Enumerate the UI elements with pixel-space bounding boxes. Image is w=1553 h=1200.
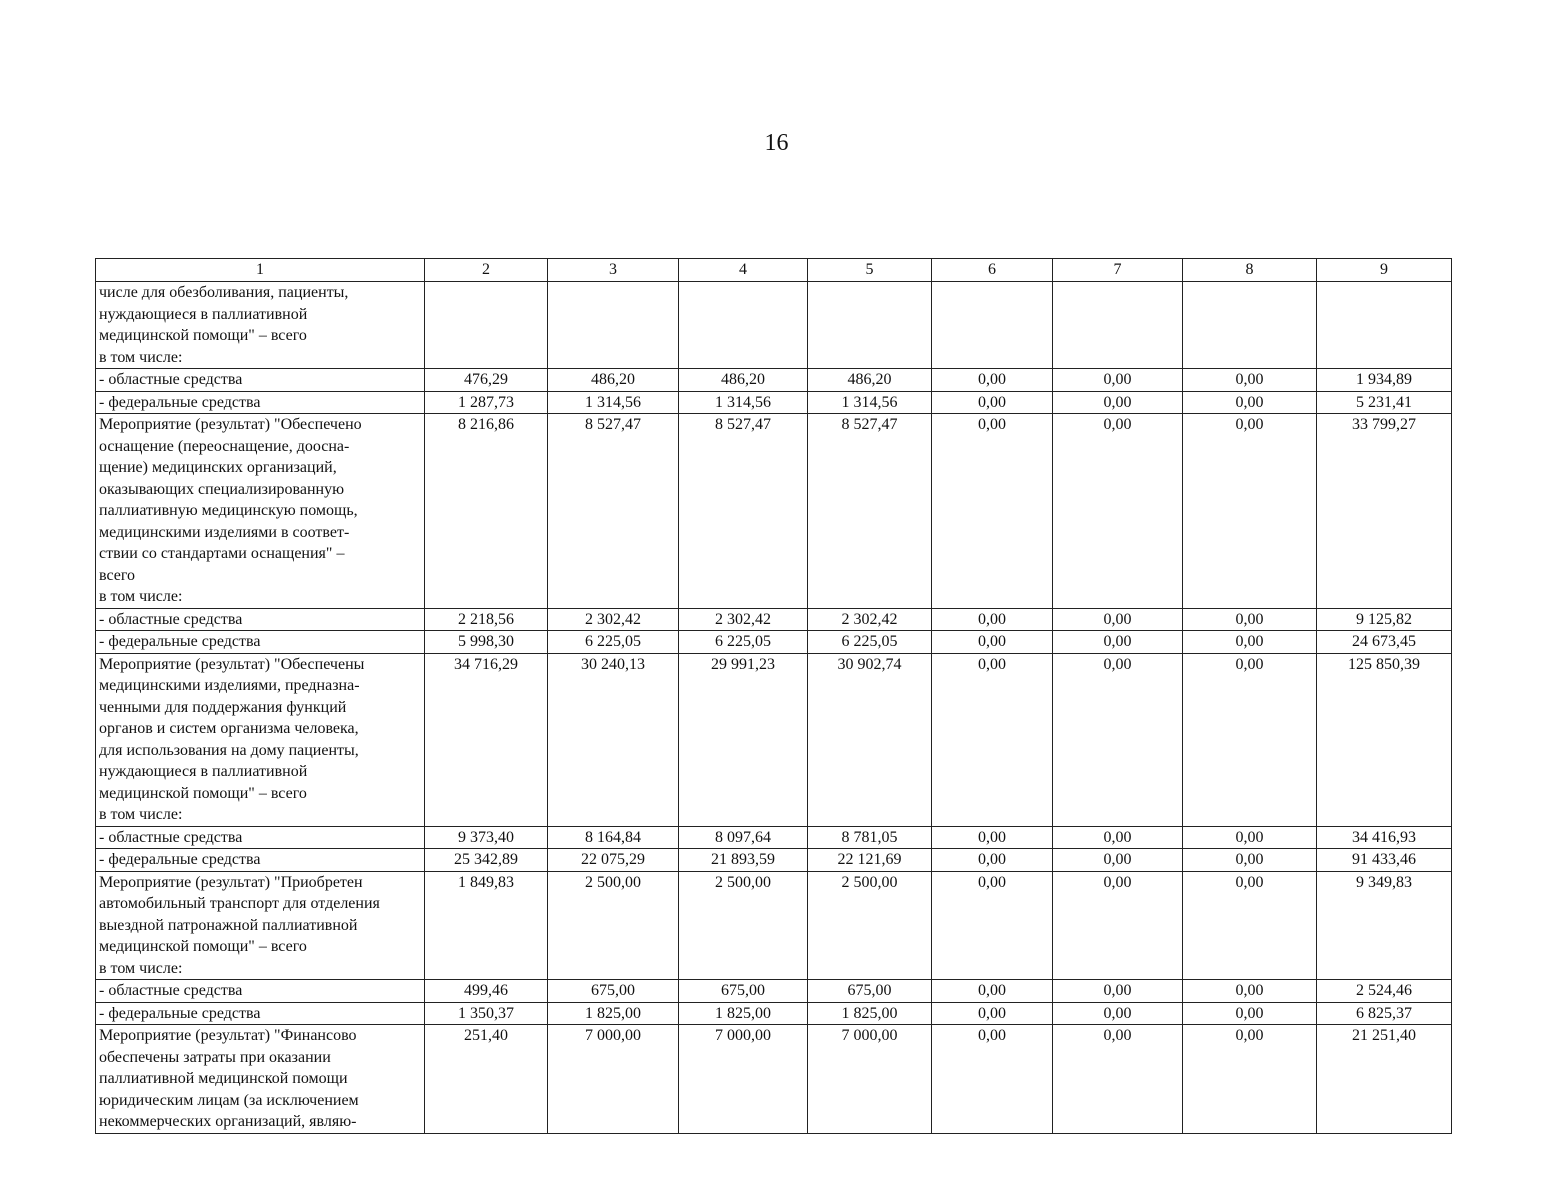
value-cell-col-5: 22 121,69 [808, 849, 932, 872]
value-cell-col-6: 0,00 [932, 391, 1053, 414]
value-cell-col-2: 8 216,86 [425, 414, 548, 609]
funding-source-label: - областные средства [96, 980, 425, 1003]
table-header-row [96, 259, 1452, 282]
value-cell-col-2: 9 373,40 [425, 826, 548, 849]
value-cell-col-5: 1 314,56 [808, 391, 932, 414]
value-cell-col-8: 0,00 [1183, 826, 1317, 849]
value-cell-col-3: 30 240,13 [548, 653, 679, 826]
value-cell-col-2: 1 350,37 [425, 1002, 548, 1025]
value-cell-col-6 [932, 282, 1053, 369]
value-cell-col-7: 0,00 [1053, 871, 1183, 980]
value-cell-col-7: 0,00 [1053, 1002, 1183, 1025]
value-cell-col-4: 1 314,56 [679, 391, 808, 414]
value-cell-col-4: 2 500,00 [679, 871, 808, 980]
value-cell-col-6: 0,00 [932, 1025, 1053, 1134]
column-header: 5 [808, 259, 932, 282]
measure-description: Мероприятие (результат) "Обеспечено оснащение (переоснащение, доосна- щение) медицинских организаций, оказывающих специализированную паллиативную медицинскую помощь, медицинскими изделиями в соответ- ствии со стандартами оснащения" – всего в том числе: [96, 414, 425, 609]
value-cell-col-5: 675,00 [808, 980, 932, 1003]
value-cell-col-6: 0,00 [932, 608, 1053, 631]
value-cell-col-3: 1 314,56 [548, 391, 679, 414]
value-cell-col-2: 34 716,29 [425, 653, 548, 826]
value-cell-col-3: 2 500,00 [548, 871, 679, 980]
value-cell-col-3: 486,20 [548, 369, 679, 392]
value-cell-col-4: 486,20 [679, 369, 808, 392]
measure-row [96, 1025, 1452, 1134]
value-cell-col-7: 0,00 [1053, 653, 1183, 826]
value-cell-col-4: 29 991,23 [679, 653, 808, 826]
value-cell-col-7: 0,00 [1053, 1025, 1183, 1134]
funding-source-row [96, 849, 1452, 872]
value-cell-col-2: 2 218,56 [425, 608, 548, 631]
value-cell-col-8: 0,00 [1183, 631, 1317, 654]
value-cell-col-4: 6 225,05 [679, 631, 808, 654]
value-cell-col-9: 9 349,83 [1317, 871, 1452, 980]
value-cell-col-5: 30 902,74 [808, 653, 932, 826]
value-cell-col-9: 1 934,89 [1317, 369, 1452, 392]
measure-row [96, 282, 1452, 369]
funding-source-row [96, 369, 1452, 392]
value-cell-col-2: 1 849,83 [425, 871, 548, 980]
column-header: 2 [425, 259, 548, 282]
value-cell-col-9: 5 231,41 [1317, 391, 1452, 414]
value-cell-col-5: 1 825,00 [808, 1002, 932, 1025]
value-cell-col-8: 0,00 [1183, 414, 1317, 609]
funding-source-row [96, 608, 1452, 631]
table-body [96, 259, 1452, 1134]
value-cell-col-3: 8 527,47 [548, 414, 679, 609]
value-cell-col-9: 33 799,27 [1317, 414, 1452, 609]
value-cell-col-7: 0,00 [1053, 414, 1183, 609]
value-cell-col-5: 2 500,00 [808, 871, 932, 980]
value-cell-col-3: 7 000,00 [548, 1025, 679, 1134]
measure-description: Мероприятие (результат) "Обеспечены медицинскими изделиями, предназна- ченными для поддержания функций органов и систем организма человека, для использования на дому пациенты, нуждающиеся в паллиативной медицинской помощи" – всего в том числе: [96, 653, 425, 826]
value-cell-col-8: 0,00 [1183, 980, 1317, 1003]
funding-source-label: - областные средства [96, 826, 425, 849]
value-cell-col-3: 675,00 [548, 980, 679, 1003]
value-cell-col-9: 21 251,40 [1317, 1025, 1452, 1134]
value-cell-col-3: 1 825,00 [548, 1002, 679, 1025]
value-cell-col-4: 8 527,47 [679, 414, 808, 609]
value-cell-col-4: 2 302,42 [679, 608, 808, 631]
value-cell-col-7: 0,00 [1053, 391, 1183, 414]
value-cell-col-7 [1053, 282, 1183, 369]
column-header: 7 [1053, 259, 1183, 282]
value-cell-col-8: 0,00 [1183, 391, 1317, 414]
value-cell-col-2: 5 998,30 [425, 631, 548, 654]
value-cell-col-5: 6 225,05 [808, 631, 932, 654]
value-cell-col-8: 0,00 [1183, 653, 1317, 826]
measure-row [96, 414, 1452, 609]
value-cell-col-8: 0,00 [1183, 608, 1317, 631]
value-cell-col-5: 486,20 [808, 369, 932, 392]
page-number: 16 [764, 130, 789, 156]
value-cell-col-3: 2 302,42 [548, 608, 679, 631]
budget-table [95, 258, 1452, 1134]
value-cell-col-9: 125 850,39 [1317, 653, 1452, 826]
column-header: 8 [1183, 259, 1317, 282]
value-cell-col-7: 0,00 [1053, 849, 1183, 872]
value-cell-col-4 [679, 282, 808, 369]
column-header: 6 [932, 259, 1053, 282]
funding-source-row [96, 631, 1452, 654]
column-header: 1 [96, 259, 425, 282]
value-cell-col-8: 0,00 [1183, 849, 1317, 872]
measure-row [96, 871, 1452, 980]
funding-source-row [96, 391, 1452, 414]
column-header: 4 [679, 259, 808, 282]
value-cell-col-9: 2 524,46 [1317, 980, 1452, 1003]
value-cell-col-6: 0,00 [932, 826, 1053, 849]
funding-source-row [96, 980, 1452, 1003]
funding-source-label: - областные средства [96, 369, 425, 392]
measure-description: Мероприятие (результат) "Финансово обеспечены затраты при оказании паллиативной медицинской помощи юридическим лицам (за исключением некоммерческих организаций, являю- [96, 1025, 425, 1134]
value-cell-col-4: 675,00 [679, 980, 808, 1003]
value-cell-col-5: 7 000,00 [808, 1025, 932, 1134]
value-cell-col-2: 25 342,89 [425, 849, 548, 872]
value-cell-col-8: 0,00 [1183, 1002, 1317, 1025]
value-cell-col-7: 0,00 [1053, 608, 1183, 631]
measure-row [96, 653, 1452, 826]
value-cell-col-7: 0,00 [1053, 980, 1183, 1003]
value-cell-col-2: 499,46 [425, 980, 548, 1003]
value-cell-col-6: 0,00 [932, 849, 1053, 872]
value-cell-col-5: 8 527,47 [808, 414, 932, 609]
value-cell-col-2: 476,29 [425, 369, 548, 392]
value-cell-col-9: 9 125,82 [1317, 608, 1452, 631]
funding-source-label: - федеральные средства [96, 849, 425, 872]
value-cell-col-2 [425, 282, 548, 369]
value-cell-col-3: 8 164,84 [548, 826, 679, 849]
funding-source-row [96, 826, 1452, 849]
funding-source-label: - федеральные средства [96, 1002, 425, 1025]
value-cell-col-7: 0,00 [1053, 631, 1183, 654]
measure-description: числе для обезболивания, пациенты, нуждающиеся в паллиативной медицинской помощи" – всего в том числе: [96, 282, 425, 369]
value-cell-col-6: 0,00 [932, 653, 1053, 826]
column-header: 9 [1317, 259, 1452, 282]
value-cell-col-6: 0,00 [932, 631, 1053, 654]
funding-source-row [96, 1002, 1452, 1025]
value-cell-col-3: 6 225,05 [548, 631, 679, 654]
value-cell-col-5: 8 781,05 [808, 826, 932, 849]
value-cell-col-6: 0,00 [932, 414, 1053, 609]
value-cell-col-3 [548, 282, 679, 369]
measure-description: Мероприятие (результат) "Приобретен автомобильный транспорт для отделения выездной патронажной паллиативной медицинской помощи" – всего в том числе: [96, 871, 425, 980]
value-cell-col-4: 1 825,00 [679, 1002, 808, 1025]
funding-source-label: - федеральные средства [96, 631, 425, 654]
value-cell-col-8: 0,00 [1183, 1025, 1317, 1134]
value-cell-col-8: 0,00 [1183, 871, 1317, 980]
value-cell-col-7: 0,00 [1053, 826, 1183, 849]
value-cell-col-6: 0,00 [932, 1002, 1053, 1025]
value-cell-col-2: 251,40 [425, 1025, 548, 1134]
value-cell-col-6: 0,00 [932, 369, 1053, 392]
value-cell-col-3: 22 075,29 [548, 849, 679, 872]
value-cell-col-6: 0,00 [932, 980, 1053, 1003]
funding-source-label: - областные средства [96, 608, 425, 631]
value-cell-col-2: 1 287,73 [425, 391, 548, 414]
column-header: 3 [548, 259, 679, 282]
value-cell-col-4: 21 893,59 [679, 849, 808, 872]
value-cell-col-9 [1317, 282, 1452, 369]
value-cell-col-8 [1183, 282, 1317, 369]
value-cell-col-9: 24 673,45 [1317, 631, 1452, 654]
value-cell-col-8: 0,00 [1183, 369, 1317, 392]
value-cell-col-7: 0,00 [1053, 369, 1183, 392]
value-cell-col-5: 2 302,42 [808, 608, 932, 631]
value-cell-col-9: 34 416,93 [1317, 826, 1452, 849]
value-cell-col-4: 7 000,00 [679, 1025, 808, 1134]
value-cell-col-9: 6 825,37 [1317, 1002, 1452, 1025]
value-cell-col-5 [808, 282, 932, 369]
funding-source-label: - федеральные средства [96, 391, 425, 414]
value-cell-col-6: 0,00 [932, 871, 1053, 980]
value-cell-col-9: 91 433,46 [1317, 849, 1452, 872]
value-cell-col-4: 8 097,64 [679, 826, 808, 849]
